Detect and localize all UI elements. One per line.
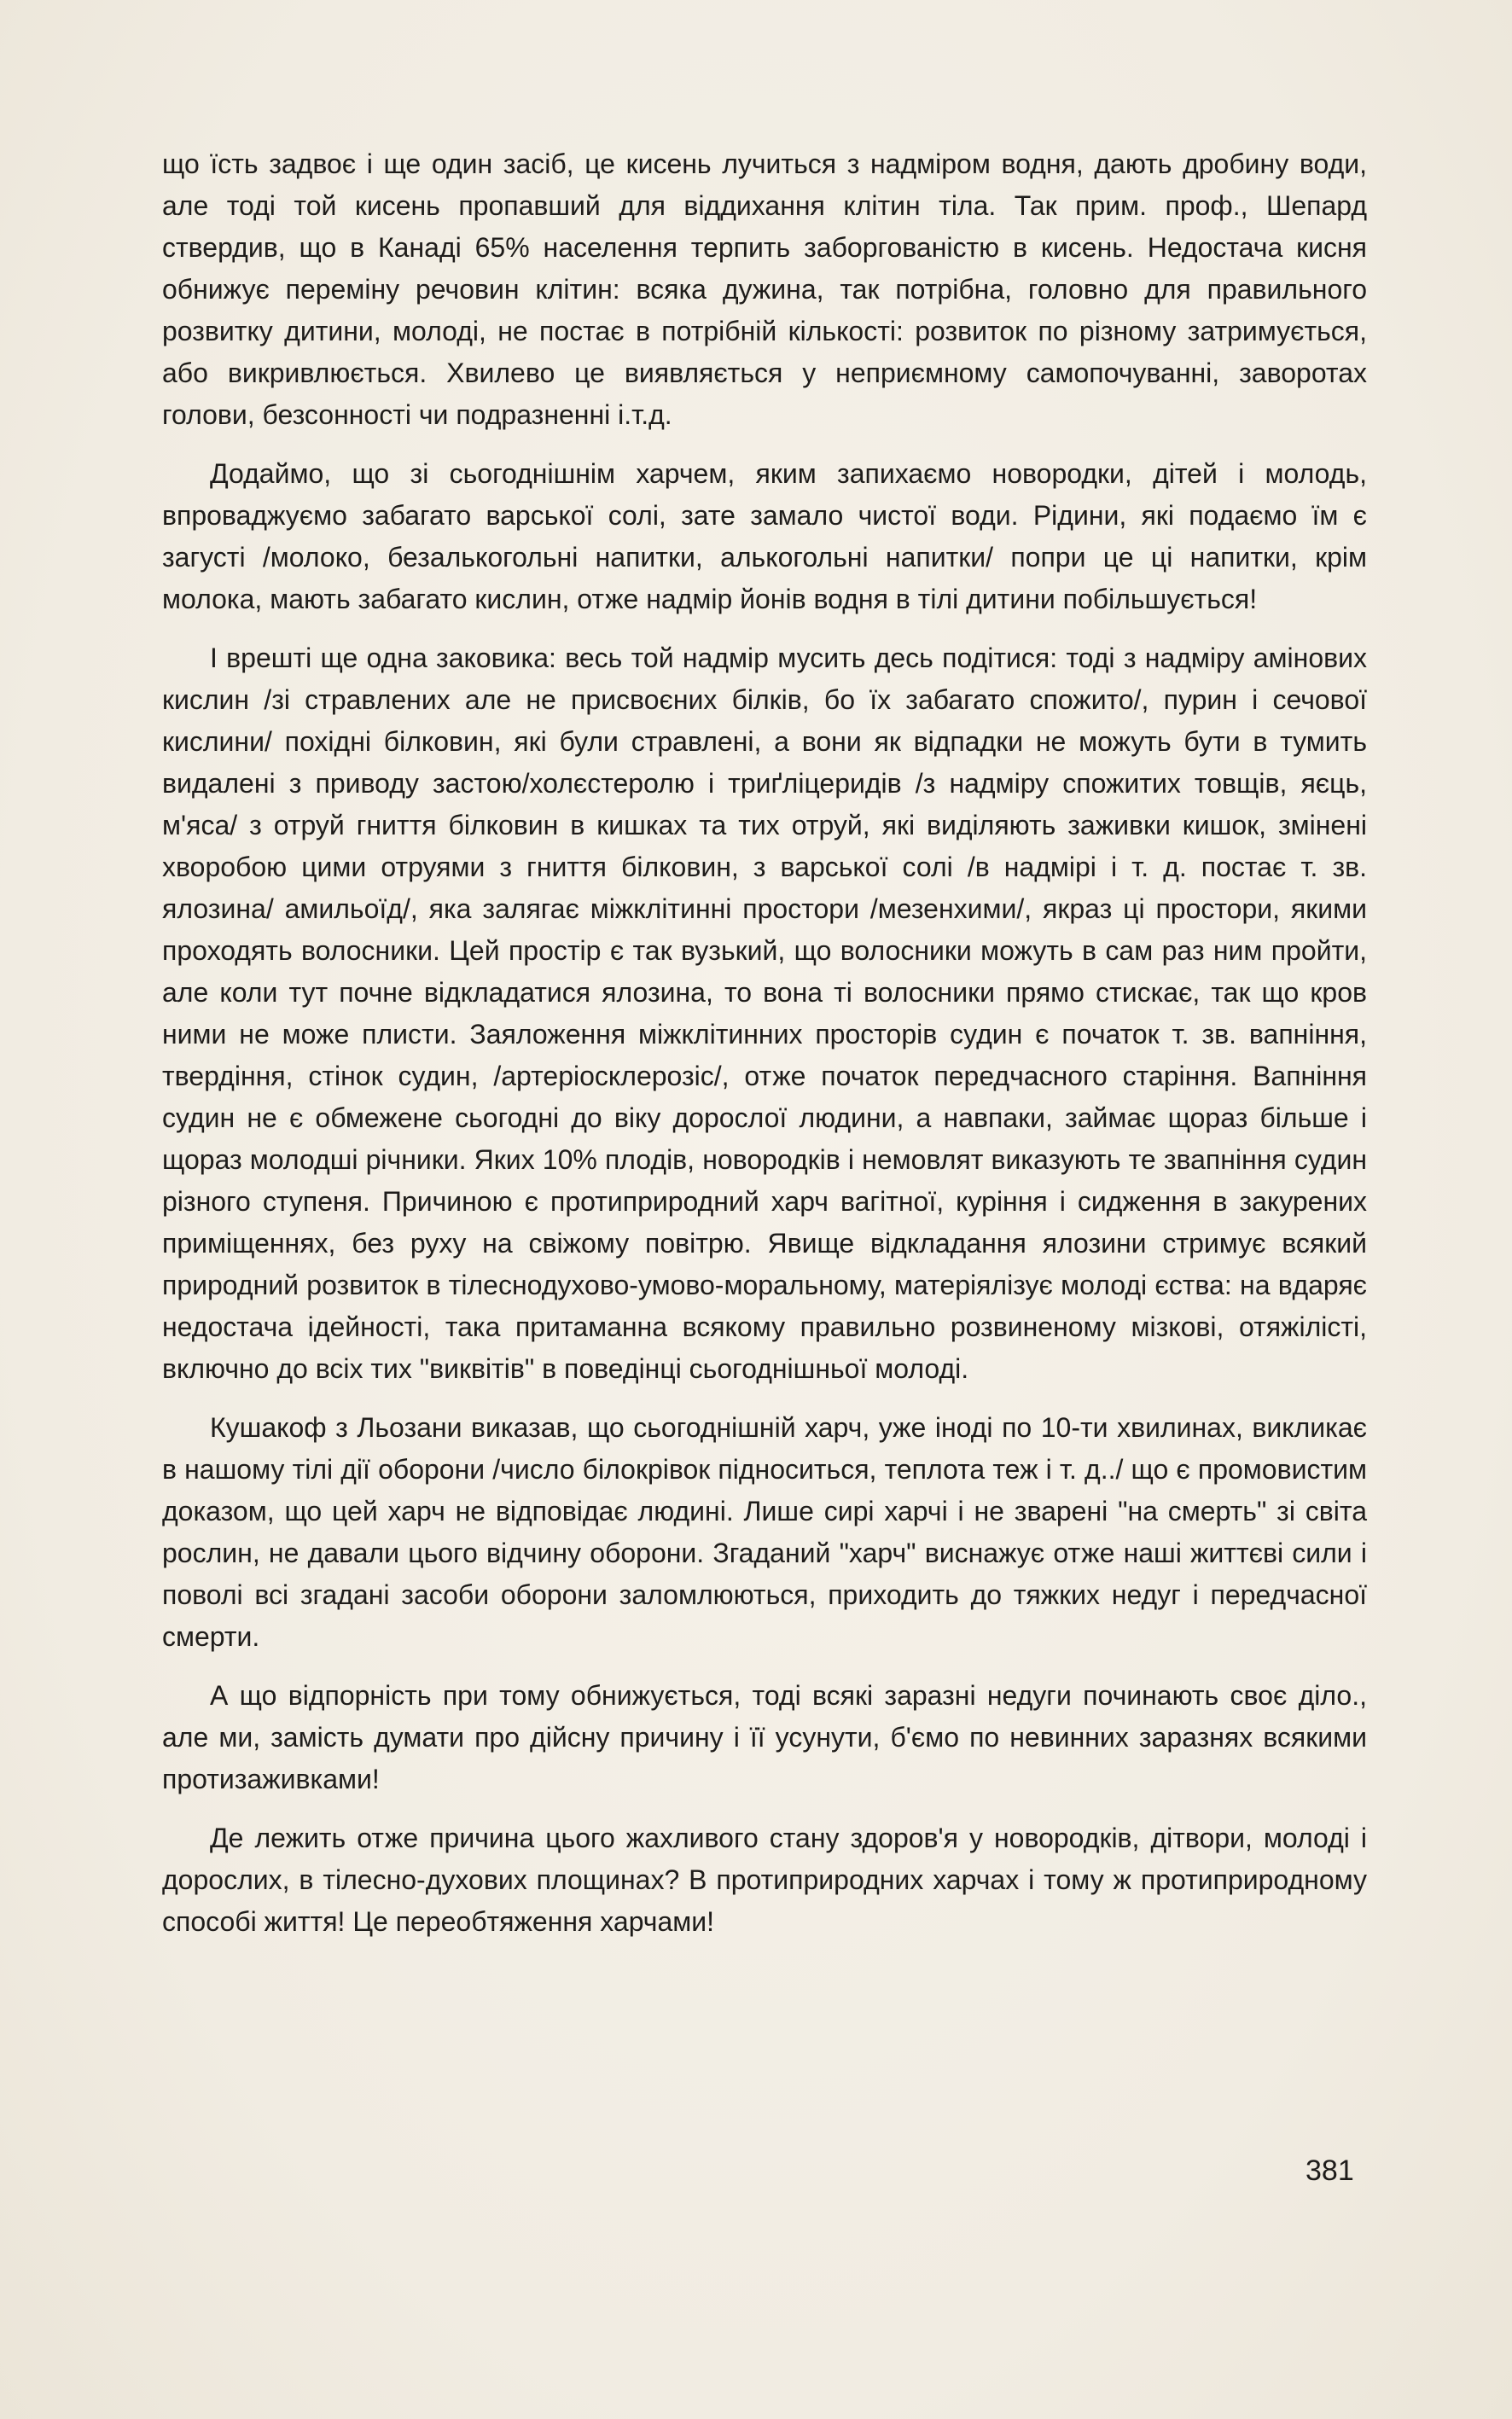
paragraph: Кушакоф з Льозани виказав, що сьогоднішній харч, уже іноді по 10-ти хвилинах, викликає в нашому тілі дії оборони /число білокрівок підноситься, теплота теж і т. д../ що є промовистим доказом, що цей харч не відповідає людині. Лише сирі харчі і не зварені "на смерть" зі світа рослин, не давали цього відчину оборони. Згаданий "харч" виснажує отже наші життєві сили і поволі всі згадані засоби оборони заломлюються, приходить до тяжких недуг і передчасної смерти.	[162, 1412, 1367, 1652]
paragraph: що їсть задвоє і ще один засіб, це кисень лучиться з надміром водня, дають дробину води, але тоді той кисень пропавший для віддихання клітин тіла. Так прим. проф., Шепард ствердив, що в Канаді 65% населення терпить заборгованістю в кисень. Недостача кисня обнижує переміну речовин клітин: всяка дужина, так потрібна, головно для правильного розвитку дитини, молоді, не постає в потрібній кількості: розвиток по різному затримується, або викривлюється. Хвилево це виявляється у неприємному самопочуванні, заворотах голови, безсонності чи подразненні і.т.д.	[162, 148, 1367, 430]
page-body	[162, 143, 1367, 1960]
paragraph: Додаймо, що зі сьогоднішнім харчем, яким запихаємо новородки, дітей і молодь, впроваджуємо забагато варської солі, зате замало чистої води. Рідини, які подаємо їм є загусті /молоко, безалькогольні напитки, алькогольні напитки/ попри це ці напитки, крім молока, мають забагато кислин, отже надмір йонів водня в тілі дитини побільшується!	[162, 458, 1367, 614]
paragraph: А що відпорність при тому обнижується, тоді всякі заразні недуги починають своє діло., але ми, замість думати про дійсну причину і її усунути, б'ємо по невинних заразнях всякими протизаживками!	[162, 1680, 1367, 1794]
page-number: 381	[1306, 2154, 1354, 2187]
paragraph: Де лежить отже причина цього жахливого стану здоров'я у новородків, дітвори, молоді і дорослих, в тілесно-духових площинах? В протиприродних харчах і тому ж протиприродному способі життя! Це переобтяження харчами!	[162, 1823, 1367, 1937]
paragraph: І врешті ще одна заковика: весь той надмір мусить десь подітися: тоді з надміру амінових кислин /зі стравлених але не присвоєних білків, бо їх забагато спожито/, пурин і сечової кислини/ похідні білковин, які були стравлені, а вони як відпадки не можуть бути в тумить видалені з приводу застою/холєстеролю і триґліцеридів /з надміру спожитих товщів, яєць, м'яса/ з отруй гниття білковин в кишках та тих отруй, які виділяють заживки кишок, змінені хворобою цими отруями з гниття білковин, з варської солі /в надмірі і т. д. постає т. зв. ялозина/ амильоїд/, яка залягає міжклітинні простори /мезенхими/, якраз ці простори, якими проходять волосники. Цей простір є так вузький, що волосники можуть в сам раз ним пройти, але коли тут почне відкладатися ялозина, то вона ті волосники прямо стискає, так що кров ними не може плисти. Заяложення міжклітинних просторів судин є початок т. зв. вапніння, твердіння, стінок судин, /артеріосклерозіс/, отже початок передчасного старіння. Вапніння судин не є обмежене сьогодні до віку дорослої людини, а навпаки, займає щораз більше і щораз молодші річники. Яких 10% плодів, новородків і немовлят виказують те звапніння судин різного ступеня. Причиною є протиприродний харч вагітної, куріння і сидження в закурених приміщеннях, без руху на свіжому повітрю. Явище відкладання ялозини стримує всякий природний розвиток в тілеснодухово-умово-моральному, матеріялізує молоді єства: на вдаряє недостача ідейності, така притаманна всякому правильно розвиненому мізкові, отяжілісті, включно до всіх тих "виквітів" в поведінці сьогоднішньої молоді.	[162, 643, 1367, 1384]
